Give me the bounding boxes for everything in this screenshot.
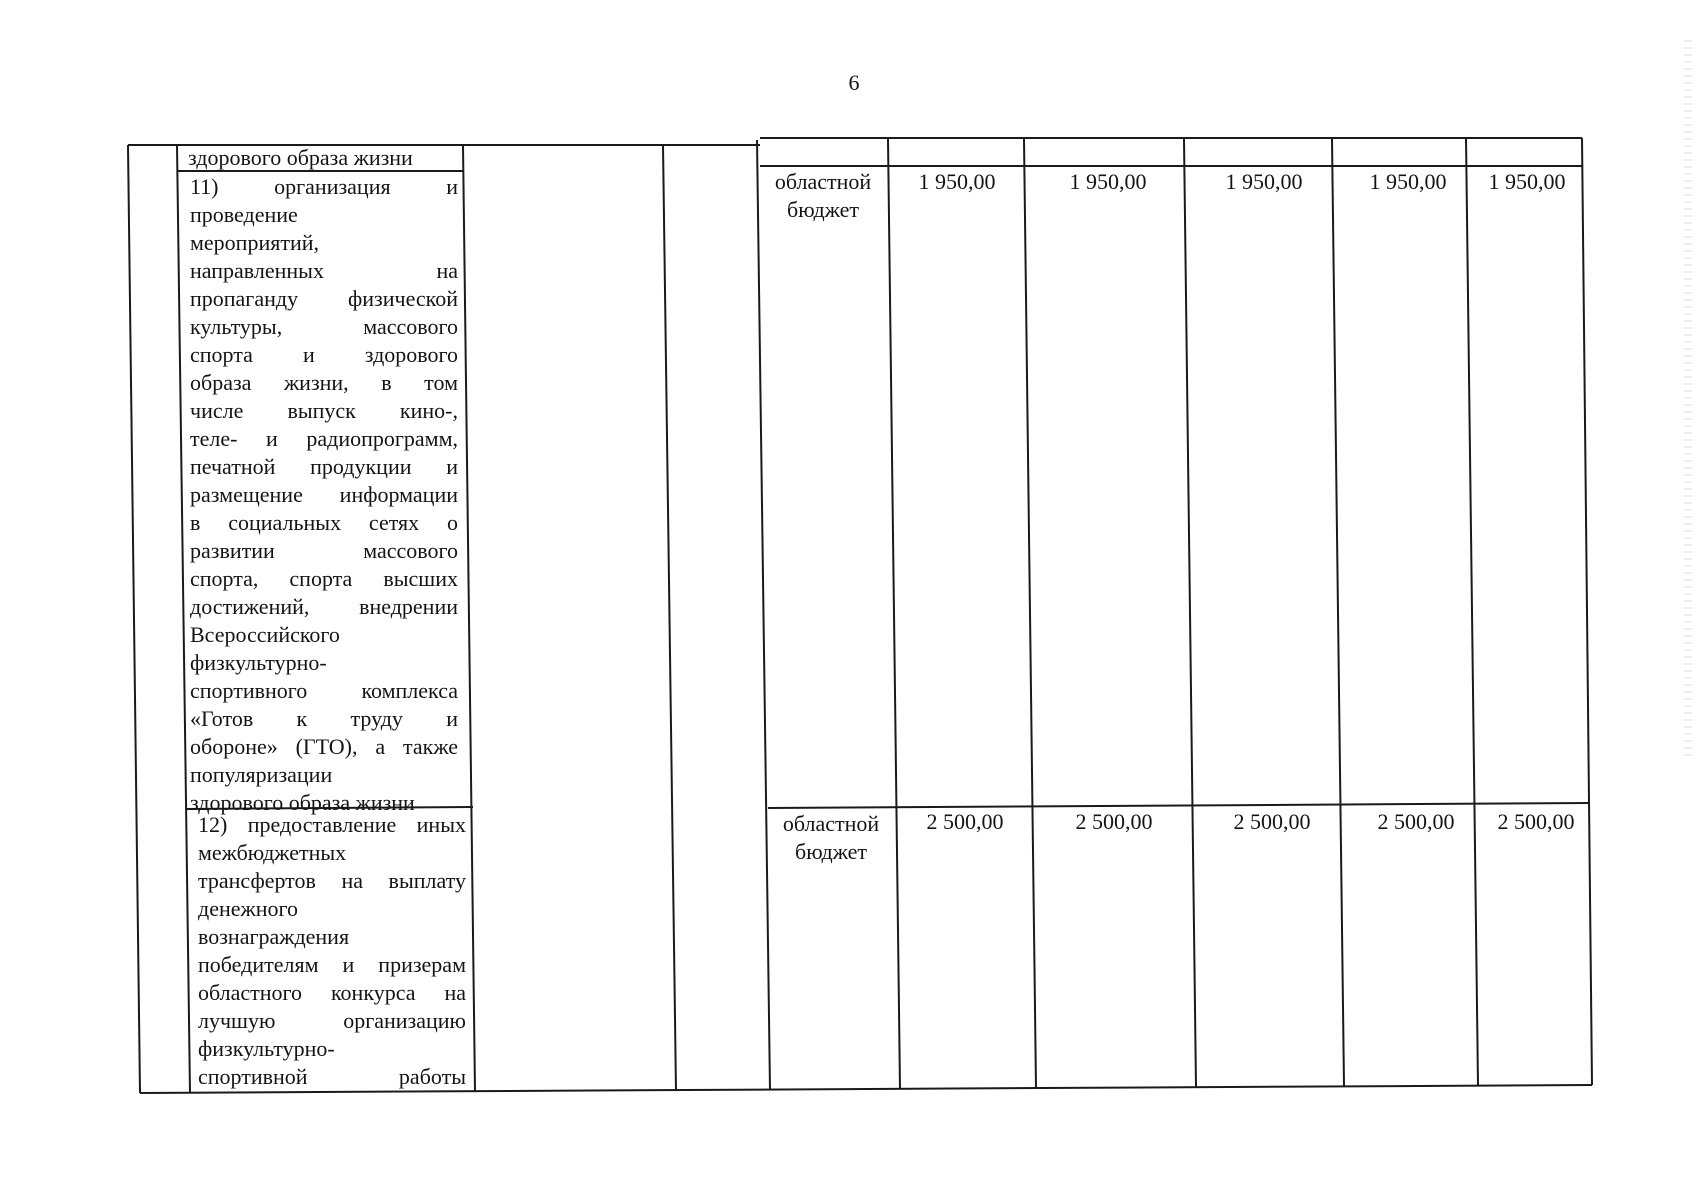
description-line: трансфертов на выплату bbox=[198, 868, 466, 893]
description-line: «Готов к труду и bbox=[190, 706, 458, 731]
description-line: спорта, спорта высших bbox=[190, 566, 458, 591]
amount-cell: 2 500,00 bbox=[1377, 809, 1455, 834]
description-line: победителям и призерам bbox=[198, 952, 466, 977]
funding-source-line: областной bbox=[782, 811, 880, 836]
description-line: числе выпуск кино-, bbox=[190, 398, 458, 423]
amount-cell: 1 950,00 bbox=[1488, 169, 1566, 194]
description-line: 11) организация и bbox=[190, 174, 458, 199]
funding-source-line: бюджет bbox=[787, 197, 859, 222]
amount-cell: 1 950,00 bbox=[1225, 169, 1303, 194]
amount-cell: 1 950,00 bbox=[918, 169, 996, 194]
description-line: спортивного комплекса bbox=[190, 678, 458, 703]
description-line: популяризации bbox=[190, 762, 333, 787]
row-description bbox=[198, 811, 466, 1091]
amount-cell: 1 950,00 bbox=[1069, 169, 1147, 194]
description-line: обороне» (ГТО), а также bbox=[190, 734, 458, 759]
description-line: спорта и здорового bbox=[190, 342, 458, 367]
description-line: в социальных сетях о bbox=[190, 510, 458, 535]
carryover-description: здорового образа жизни bbox=[188, 145, 413, 170]
scan-edge-mark bbox=[1684, 40, 1692, 760]
amount-cell: 2 500,00 bbox=[1075, 809, 1153, 834]
amount-cell: 2 500,00 bbox=[926, 809, 1004, 834]
description-line: 12) предоставление иных bbox=[198, 812, 466, 837]
description-line: лучшую организацию bbox=[198, 1008, 466, 1033]
description-line: теле- и радиопрограмм, bbox=[190, 426, 458, 451]
description-line: межбюджетных bbox=[198, 840, 347, 865]
funding-source-line: бюджет bbox=[795, 839, 867, 864]
description-line: достижений, внедрении bbox=[190, 594, 458, 619]
funding-source bbox=[776, 810, 886, 866]
description-line: денежного bbox=[198, 896, 298, 921]
amount-cell: 2 500,00 bbox=[1497, 809, 1575, 834]
funding-source bbox=[768, 168, 878, 224]
amount-cell: 1 950,00 bbox=[1369, 169, 1447, 194]
description-line: Всероссийского bbox=[190, 622, 340, 647]
description-line: мероприятий, bbox=[190, 230, 320, 255]
description-line: здорового образа жизни bbox=[190, 790, 415, 815]
description-line: спортивной работы bbox=[198, 1064, 466, 1089]
description-line: физкультурно- bbox=[190, 650, 327, 675]
description-line: областного конкурса на bbox=[198, 980, 466, 1005]
page-number: 6 bbox=[848, 70, 860, 95]
amount-cell: 2 500,00 bbox=[1233, 809, 1311, 834]
description-line: физкультурно- bbox=[198, 1036, 335, 1061]
description-line: образа жизни, в том bbox=[190, 370, 458, 395]
description-line: печатной продукции и bbox=[190, 454, 458, 479]
description-line: проведение bbox=[190, 202, 298, 227]
description-line: пропаганду физической bbox=[190, 286, 458, 311]
row-description bbox=[190, 173, 458, 817]
description-line: развитии массового bbox=[190, 538, 458, 563]
funding-source-line: областной bbox=[774, 169, 872, 194]
description-line: вознаграждения bbox=[198, 924, 350, 949]
description-line: культуры, массового bbox=[190, 314, 458, 339]
description-line: размещение информации bbox=[190, 482, 458, 507]
description-line: направленных на bbox=[190, 258, 458, 283]
